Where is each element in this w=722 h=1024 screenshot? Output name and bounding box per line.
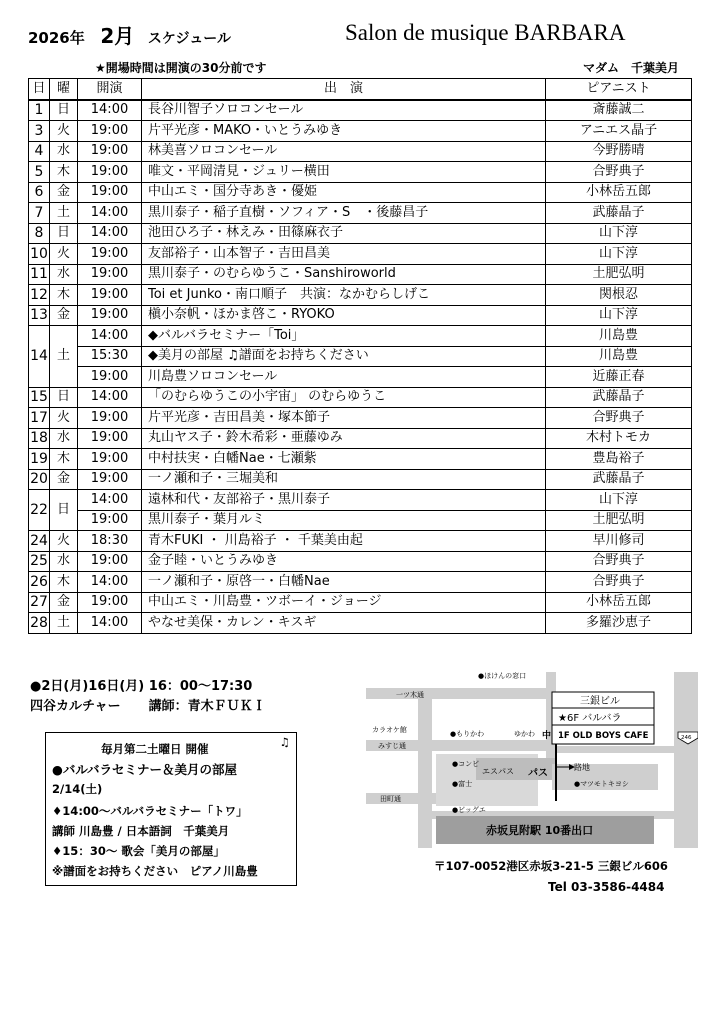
- cell-pianist: 関根忍: [546, 285, 692, 306]
- cell-time: 19:00: [78, 285, 142, 306]
- schedule-title: [28, 20, 231, 49]
- cell-performers: やなせ美保・カレン・キスギ: [142, 613, 546, 634]
- cell-pianist: 小林岳五郎: [546, 592, 692, 613]
- cell-dow: 水: [50, 264, 78, 285]
- cell-day: 20: [29, 469, 50, 490]
- cell-pianist: 合野典子: [546, 551, 692, 572]
- cell-dow: 火: [50, 121, 78, 142]
- schedule-word: スケジュール: [147, 31, 231, 47]
- cell-time: 14:00: [78, 387, 142, 408]
- cell-dow: 木: [50, 449, 78, 470]
- cell-time: 14:00: [78, 490, 142, 511]
- cell-day: 7: [29, 203, 50, 224]
- cell-dow: 金: [50, 469, 78, 490]
- schedule-table: [28, 78, 692, 634]
- telephone: Tel 03-3586-4484: [548, 880, 665, 894]
- table-row: [29, 223, 692, 244]
- seminar-line1: ●バルバラセミナー＆美月の部屋: [52, 762, 238, 777]
- map-karaoke: カラオケ館: [372, 726, 407, 734]
- seminar-line4: ♦15：30〜 歌会「美月の部屋」: [52, 844, 225, 858]
- cell-day: 8: [29, 223, 50, 244]
- map-bigecho: ●ビッグエ: [452, 806, 486, 814]
- cell-pianist: 小林岳五郎: [546, 182, 692, 203]
- cell-dow: 火: [50, 244, 78, 265]
- table-row: [29, 367, 692, 388]
- cell-performers: 中山エミ・国分寺あき・優姫: [142, 182, 546, 203]
- map-tamachi: 田町通: [380, 795, 401, 803]
- month: 2月: [100, 24, 135, 48]
- table-header-row: [29, 79, 692, 100]
- cell-performers: 中村扶実・白幡Nae・七瀬紫: [142, 449, 546, 470]
- cell-performers: ◆バルバラセミナー「Toi」: [142, 326, 546, 347]
- table-row: [29, 387, 692, 408]
- cell-time: 14:00: [78, 613, 142, 634]
- cell-pianist: 武藤晶子: [546, 387, 692, 408]
- table-row: [29, 449, 692, 470]
- cell-day: 17: [29, 408, 50, 429]
- cell-dow: 金: [50, 305, 78, 326]
- cell-pianist: 武藤晶子: [546, 469, 692, 490]
- cell-dow: 日: [50, 387, 78, 408]
- seminar-date: 2/14(土): [52, 782, 103, 796]
- cell-day: 15: [29, 387, 50, 408]
- map-naka: 中: [542, 731, 552, 741]
- table-row: [29, 203, 692, 224]
- table-row: [29, 592, 692, 613]
- cell-dow: 木: [50, 162, 78, 183]
- cell-performers: 黒川泰子・葉月ルミ: [142, 510, 546, 531]
- cell-time: 19:00: [78, 592, 142, 613]
- table-row: [29, 141, 692, 162]
- cell-time: 19:00: [78, 244, 142, 265]
- cell-time: 19:00: [78, 141, 142, 162]
- header-day: 日: [29, 79, 50, 100]
- cell-time: 19:00: [78, 182, 142, 203]
- table-row: [29, 531, 692, 552]
- map-building: 三銀ビル: [580, 696, 620, 707]
- madam-name: マダム 千葉美月: [583, 61, 680, 75]
- table-row: [29, 551, 692, 572]
- seminar-title: 毎月第二土曜日 開催: [101, 742, 209, 756]
- cell-dow: 日: [50, 100, 78, 121]
- cell-time: 19:00: [78, 367, 142, 388]
- cell-time: 14:00: [78, 223, 142, 244]
- cell-day: 22: [29, 490, 50, 531]
- cell-day: 28: [29, 613, 50, 634]
- cell-performers: 槇小奈帆・ほかま啓こ・RYOKO: [142, 305, 546, 326]
- cell-dow: 火: [50, 531, 78, 552]
- cell-pianist: 山下淳: [546, 305, 692, 326]
- cell-pianist: 合野典子: [546, 408, 692, 429]
- table-row: [29, 121, 692, 142]
- cell-performers: 「のむらゆうこの小宇宙」 のむらゆうこ: [142, 387, 546, 408]
- table-row: [29, 490, 692, 511]
- seminar-box: [45, 732, 297, 886]
- cell-performers: Toi et Junko・南口順子 共演：なかむらしげこ: [142, 285, 546, 306]
- cell-performers: 片平光彦・吉田昌美・塚本節子: [142, 408, 546, 429]
- cell-pianist: 山下淳: [546, 223, 692, 244]
- cell-time: 19:00: [78, 408, 142, 429]
- cell-time: 19:00: [78, 469, 142, 490]
- cell-dow: 土: [50, 326, 78, 388]
- map-cafe: 1F OLD BOYS CAFE: [558, 731, 649, 741]
- table-row: [29, 244, 692, 265]
- map-alley: 路地: [574, 763, 590, 772]
- cell-performers: 丸山ヤス子・鈴木希彩・亜藤ゆみ: [142, 428, 546, 449]
- cell-day: 10: [29, 244, 50, 265]
- cell-performers: 青木FUKI ・ 川島裕子 ・ 千葉美由起: [142, 531, 546, 552]
- map-morikawa: ●もりかわ: [450, 730, 485, 738]
- cell-time: 19:00: [78, 551, 142, 572]
- cell-pianist: 斎藤誠二: [546, 100, 692, 121]
- cell-day: 18: [29, 428, 50, 449]
- cell-day: 25: [29, 551, 50, 572]
- cell-day: 11: [29, 264, 50, 285]
- cell-performers: 川島豊ソロコンセール: [142, 367, 546, 388]
- table-row: [29, 469, 692, 490]
- cell-day: 3: [29, 121, 50, 142]
- cell-dow: 土: [50, 203, 78, 224]
- cell-performers: 長谷川智子ソロコンセール: [142, 100, 546, 121]
- cell-time: 14:00: [78, 326, 142, 347]
- cell-day: 27: [29, 592, 50, 613]
- table-row: [29, 572, 692, 593]
- map-espass: エスパス: [482, 767, 514, 776]
- cell-dow: 日: [50, 490, 78, 531]
- cell-time: 19:00: [78, 510, 142, 531]
- cell-pianist: 川島豊: [546, 326, 692, 347]
- cell-pianist: アニエス晶子: [546, 121, 692, 142]
- cell-performers: 一ノ瀬和子・三堀美和: [142, 469, 546, 490]
- cell-dow: 金: [50, 182, 78, 203]
- map-station: 赤坂見附駅 10番出口: [486, 824, 594, 837]
- cell-dow: 金: [50, 592, 78, 613]
- access-map: [366, 666, 698, 848]
- cell-pianist: 合野典子: [546, 572, 692, 593]
- map-hokennomadoguchi: ●ほけんの窓口: [478, 672, 527, 680]
- music-notes-icon: ♫: [279, 735, 290, 749]
- table-row: [29, 326, 692, 347]
- table-row: [29, 182, 692, 203]
- culture-info: [30, 695, 266, 714]
- cell-performers: 林美喜ソロコンセール: [142, 141, 546, 162]
- cell-performers: ◆美月の部屋 ♫譜面をお持ちください: [142, 346, 546, 367]
- cell-dow: 木: [50, 285, 78, 306]
- table-row: [29, 305, 692, 326]
- culture-schedule: ●2日(月)16日(月) 16：00〜17:30: [30, 679, 253, 694]
- address: 〒107-0052港区赤坂3-21-5 三銀ビル606: [434, 859, 668, 873]
- seminar-line3: 講師 川島豊 / 日本語詞 千葉美月: [52, 824, 230, 838]
- culture-place: 四谷カルチャー: [30, 699, 121, 714]
- cell-time: 19:00: [78, 305, 142, 326]
- map-yukawa: ゆかわ: [514, 730, 535, 738]
- cell-dow: 水: [50, 141, 78, 162]
- cell-performers: 金子睦・いとうみゆき: [142, 551, 546, 572]
- seminar-line2: ♦14:00〜バルバラセミナー「トワ」: [52, 804, 248, 818]
- cell-performers: 友部裕子・山本智子・吉田昌美: [142, 244, 546, 265]
- cell-time: 19:00: [78, 121, 142, 142]
- map-pass: パス: [528, 768, 548, 779]
- cell-day: 4: [29, 141, 50, 162]
- cell-dow: 日: [50, 223, 78, 244]
- map-convenience: ●コンビ: [452, 760, 480, 768]
- map-matsumoto: ●マツモトキヨシ: [574, 780, 629, 788]
- cell-day: 12: [29, 285, 50, 306]
- cell-dow: 水: [50, 428, 78, 449]
- table-row: [29, 346, 692, 367]
- header-dow: 曜: [50, 79, 78, 100]
- cell-pianist: 木村トモカ: [546, 428, 692, 449]
- cell-time: 19:00: [78, 428, 142, 449]
- table-row: [29, 285, 692, 306]
- cell-dow: 木: [50, 572, 78, 593]
- cell-pianist: 合野典子: [546, 162, 692, 183]
- cell-dow: 火: [50, 408, 78, 429]
- salon-name: Salon de musique BARBARA: [345, 20, 626, 45]
- cell-time: 19:00: [78, 264, 142, 285]
- cell-performers: 池田ひろ子・林えみ・田篠麻衣子: [142, 223, 546, 244]
- table-row: [29, 162, 692, 183]
- year: 2026年: [28, 29, 85, 47]
- cell-pianist: 山下淳: [546, 244, 692, 265]
- table-row: [29, 510, 692, 531]
- cell-time: 18:30: [78, 531, 142, 552]
- cell-day: 19: [29, 449, 50, 470]
- cell-day: 5: [29, 162, 50, 183]
- cell-pianist: 土肥弘明: [546, 264, 692, 285]
- map-route: 246: [681, 735, 692, 741]
- cell-day: 26: [29, 572, 50, 593]
- cell-pianist: 近藤正春: [546, 367, 692, 388]
- cell-performers: 一ノ瀬和子・原啓一・白幡Nae: [142, 572, 546, 593]
- seminar-line5: ※譜面をお持ちください ピアノ川島豊: [52, 864, 258, 878]
- cell-day: 6: [29, 182, 50, 203]
- cell-day: 13: [29, 305, 50, 326]
- cell-dow: 土: [50, 613, 78, 634]
- table-row: [29, 100, 692, 121]
- cell-pianist: 多羅沙恵子: [546, 613, 692, 634]
- cell-performers: 片平光彦・MAKO・いとうみゆき: [142, 121, 546, 142]
- cell-time: 19:00: [78, 449, 142, 470]
- cell-pianist: 山下淳: [546, 490, 692, 511]
- culture-teacher: 講師：青木ＦＵＫＩ: [148, 699, 266, 714]
- table-row: [29, 428, 692, 449]
- cell-time: 19:00: [78, 162, 142, 183]
- cell-performers: 唯文・平岡清見・ジュリー横田: [142, 162, 546, 183]
- open-note: ★開場時間は開演の30分前です: [95, 61, 267, 75]
- header-time: 開演: [78, 79, 142, 100]
- header-pianist: ピアニスト: [546, 79, 692, 100]
- table-row: [29, 613, 692, 634]
- cell-pianist: 豊島裕子: [546, 449, 692, 470]
- cell-pianist: 今野勝晴: [546, 141, 692, 162]
- cell-time: 15:30: [78, 346, 142, 367]
- cell-day: 24: [29, 531, 50, 552]
- table-row: [29, 264, 692, 285]
- cell-performers: 遠林和代・友部裕子・黒川泰子: [142, 490, 546, 511]
- cell-pianist: 川島豊: [546, 346, 692, 367]
- cell-performers: 黒川泰子・のむらゆうこ・Sanshiroworld: [142, 264, 546, 285]
- map-hitotsugi: 一ツ木通: [396, 691, 424, 699]
- map-fuji: ●富士: [452, 780, 473, 788]
- cell-pianist: 武藤晶子: [546, 203, 692, 224]
- map-misuji: みすじ通: [378, 742, 406, 750]
- map-barbara: ★6F バルバラ: [558, 713, 622, 724]
- cell-pianist: 早川修司: [546, 531, 692, 552]
- cell-day: 14: [29, 326, 50, 388]
- cell-pianist: 土肥弘明: [546, 510, 692, 531]
- cell-day: 1: [29, 100, 50, 121]
- table-row: [29, 408, 692, 429]
- cell-time: 14:00: [78, 572, 142, 593]
- header-performers: 出 演: [142, 79, 546, 100]
- cell-performers: 黒川泰子・稲子直樹・ソフィア・S ・後藤昌子: [142, 203, 546, 224]
- cell-dow: 水: [50, 551, 78, 572]
- cell-time: 14:00: [78, 203, 142, 224]
- cell-time: 14:00: [78, 100, 142, 121]
- cell-performers: 中山エミ・川島豊・ツボーイ・ジョージ: [142, 592, 546, 613]
